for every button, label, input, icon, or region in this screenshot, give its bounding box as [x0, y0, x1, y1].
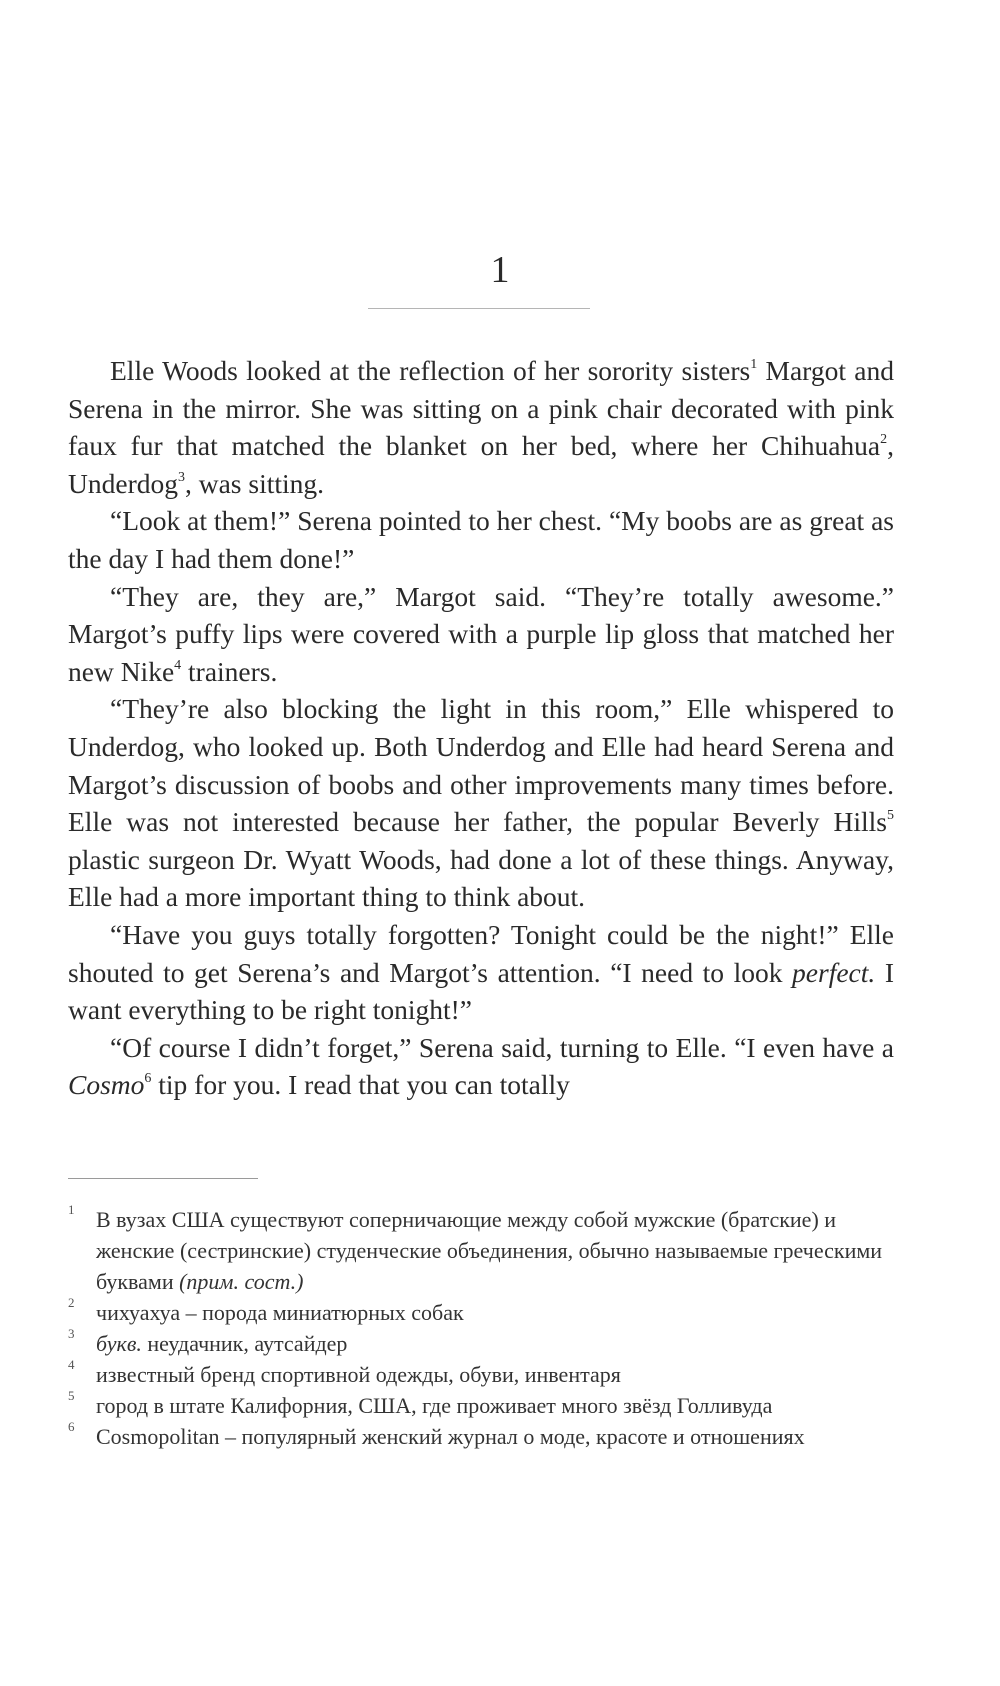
footnote-text	[96, 1300, 464, 1325]
footnote	[68, 1297, 894, 1328]
chapter-divider	[368, 308, 590, 309]
footnote-text	[96, 1362, 621, 1387]
footnote-mark: 4	[68, 1357, 75, 1372]
text-run: “They are, they are,” Margot said. “They’re totally awesome.” Margot’s puffy lips were covered with a purple lip gloss that matched her new Nike	[68, 580, 894, 687]
text-run: tip for you. I read that you can totally	[151, 1069, 570, 1101]
paragraph	[68, 578, 894, 691]
footnote	[68, 1390, 894, 1421]
text-run: Margot and Serena in the mirror. She was sitting on a pink chair decorated with pink faux fur that matched the blanket on her bed, where her Chihuahua	[68, 355, 894, 462]
paragraph	[68, 1029, 894, 1104]
footnote-mark: 5	[68, 1388, 75, 1403]
footnote-ref: 3	[177, 469, 185, 485]
footnote-mark: 3	[68, 1326, 75, 1341]
body-text	[68, 352, 894, 1104]
text-run: неудачник, аутсайдер	[141, 1331, 348, 1356]
chapter-number: 1	[490, 249, 510, 291]
text-run: город в штате Калифорния, США, где проживает много звёзд Голливуда	[96, 1393, 773, 1418]
footnote-text	[96, 1424, 805, 1449]
paragraph	[68, 916, 894, 1029]
footnote-mark: 6	[68, 1419, 75, 1434]
text-run: I want everything to be right tonight!”	[68, 956, 894, 1026]
text-run: В вузах США существуют соперничающие между собой мужские (братские) и женские (сестринские) студенческие объединения, обычно называемые греческими буквами	[96, 1207, 883, 1294]
italic-text: perfect.	[792, 956, 876, 988]
text-run: , was sitting.	[184, 467, 325, 499]
footnote-ref: 2	[880, 432, 888, 448]
text-run: plastic surgeon Dr. Wyatt Woods, had done a lot of these things. Anyway, Elle had a more important thing to think about.	[68, 843, 894, 913]
italic-text: Cosmo	[68, 1069, 145, 1101]
italic-text: букв.	[96, 1331, 142, 1356]
text-run: “Look at them!” Serena pointed to her chest. “My boobs are as great as the day I had them done!”	[68, 505, 894, 574]
footnote-mark: 2	[68, 1295, 75, 1310]
text-run: Elle Woods looked at the reflection of her sorority sisters	[110, 355, 751, 386]
footnote	[68, 1421, 894, 1452]
text-run: trainers.	[181, 655, 278, 687]
text-run: “Of course I didn’t forget,” Serena said, turning to Elle. “I even have a	[110, 1031, 894, 1063]
text-run: известный бренд спортивной одежды, обуви, инвентаря	[96, 1362, 621, 1387]
text-run: , Underdog	[68, 430, 894, 499]
footnote	[68, 1359, 894, 1390]
paragraph	[68, 352, 894, 502]
italic-text: (прим. сост.)	[179, 1269, 304, 1294]
paragraph	[68, 690, 894, 916]
footnote-mark: 1	[68, 1202, 75, 1217]
text-run: чихуахуа – порода миниатюрных собак	[96, 1300, 464, 1325]
footnote-ref: 1	[750, 356, 758, 372]
text-run: “Have you guys totally forgotten? Tonight could be the night!” Elle shouted to get Serena’s and Margot’s attention. “I need to look	[68, 918, 894, 988]
footnote-ref: 6	[144, 1071, 152, 1087]
text-run: “They’re also blocking the light in this room,” Elle whispered to Underdog, who looked up. Both Underdog and Elle had heard Serena and Margot’s discussion of boobs and other improvements many times before. Elle was not interested because her father, the popular Beverly Hills	[68, 693, 894, 838]
footnotes	[68, 1204, 894, 1452]
footnote-text	[96, 1331, 347, 1356]
footnotes-divider	[68, 1178, 258, 1179]
footnote-text	[96, 1207, 882, 1294]
footnote-ref: 5	[887, 807, 894, 823]
footnote	[68, 1328, 894, 1359]
text-run: Cosmopolitan – популярный женский журнал о моде, красоте и отношениях	[96, 1424, 805, 1449]
footnote-ref: 4	[174, 657, 182, 673]
paragraph	[68, 502, 894, 577]
footnote-text	[96, 1393, 772, 1418]
footnote	[68, 1204, 894, 1297]
